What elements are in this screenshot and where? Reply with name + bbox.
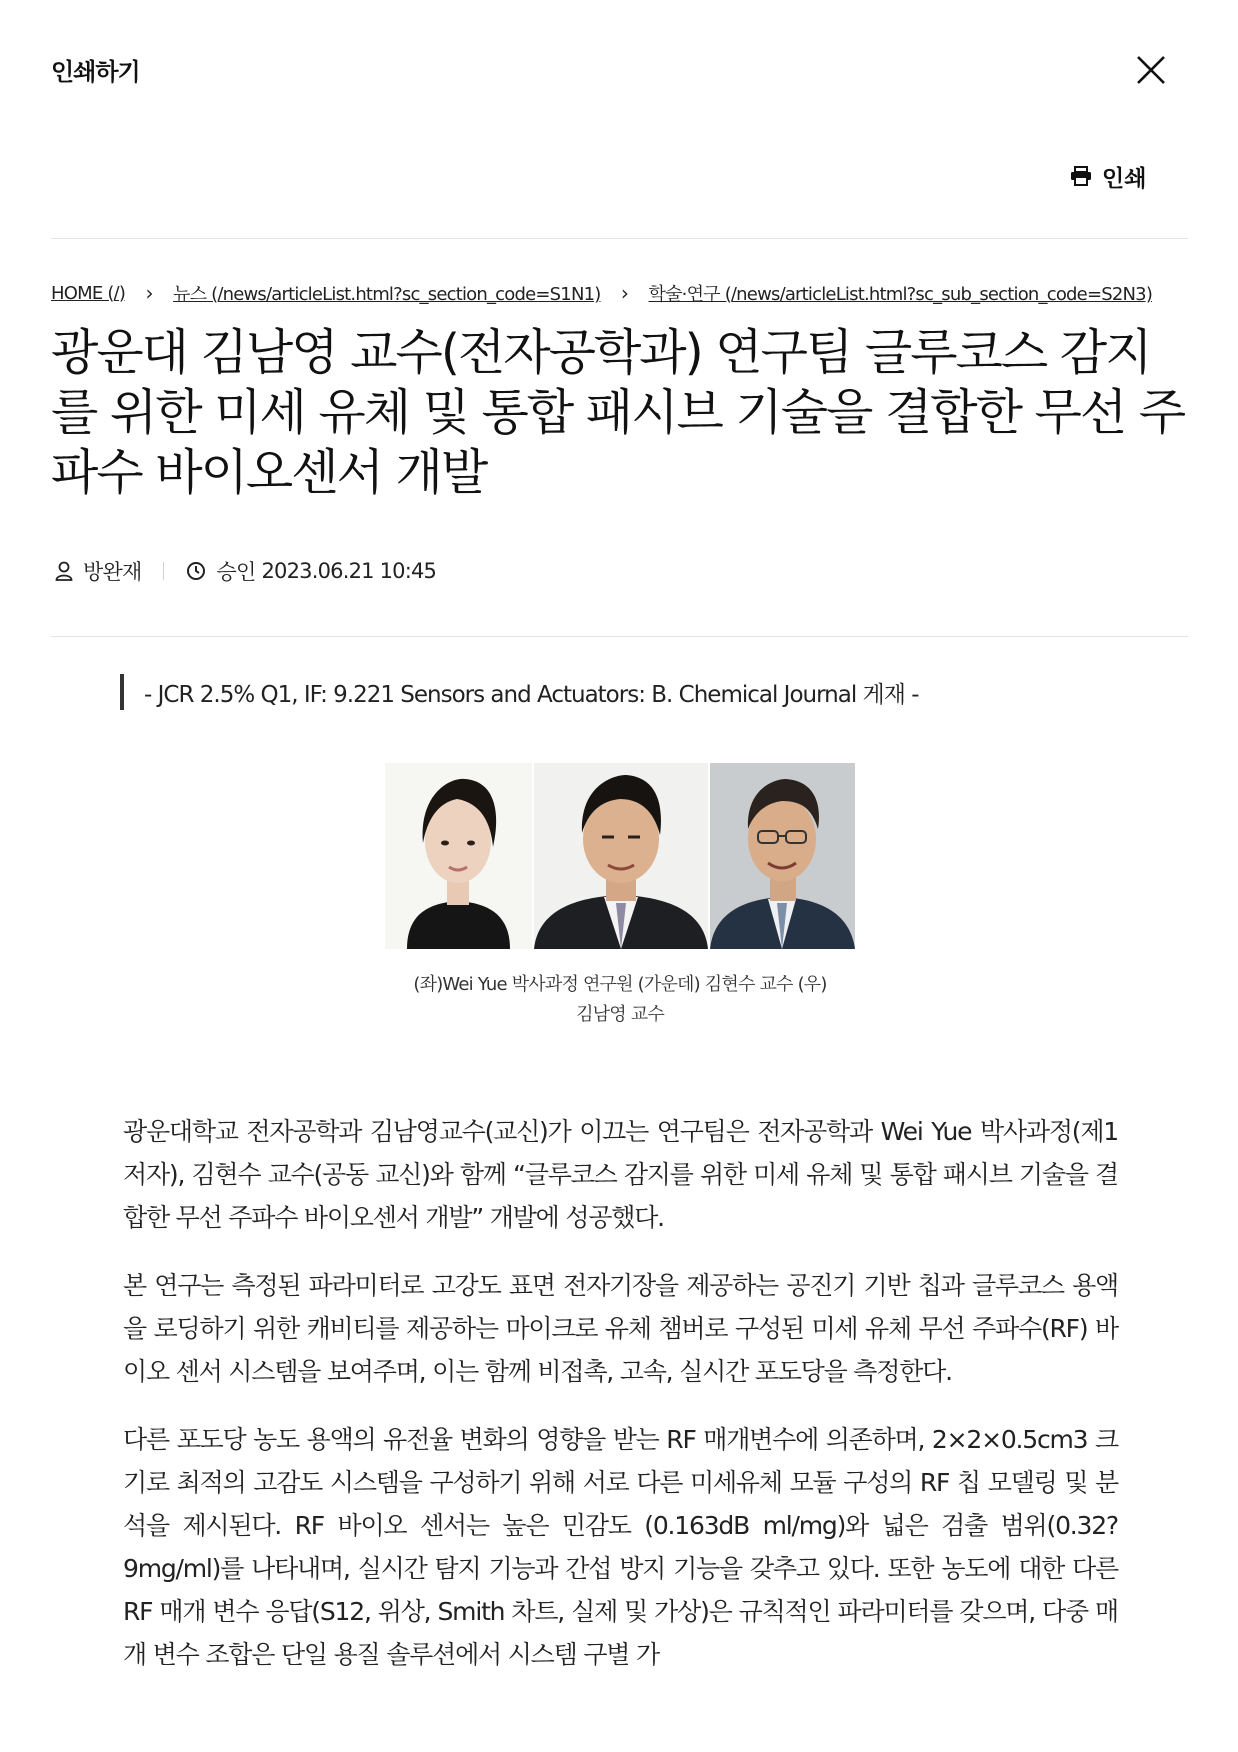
caption-line-1: (좌)Wei Yue 박사과정 연구원 (가운데) 김현수 교수 (우) [413, 974, 827, 995]
portrait-left [385, 763, 532, 949]
breadcrumb [51, 280, 1188, 306]
article-photo [385, 763, 855, 949]
photo-caption [360, 970, 880, 1030]
caption-line-2: 김남영 교수 [576, 1004, 664, 1025]
portrait-center [534, 763, 708, 949]
close-icon [1131, 50, 1171, 90]
print-header [51, 48, 1188, 88]
article-headline: 광운대 김남영 교수(전자공학과) 연구팀 글루코스 감지를 위한 미세 유체 및 통합 패시브 기술을 결합한 무선 주파수 바이오센서 개발 [51, 324, 1185, 501]
print-button[interactable] [1070, 158, 1146, 194]
portrait-right [710, 763, 855, 949]
print-dialog-title: 인쇄하기 [51, 58, 140, 86]
article-paragraph: 광운대학교 전자공학과 김남영교수(교신)가 이끄는 연구팀은 전자공학과 Wei Yue 박사과정(제1저자), 김현수 교수(공동 교신)와 함께 “글루코스 감지를 위한 미세 유체 및 통합 패시브 기술을 결합한 무선 주파수 바이오센서 개발” 개발에 성공했다. [123, 1117, 1118, 1232]
printer-icon [1070, 166, 1092, 186]
breadcrumb-news-link[interactable]: 뉴스 (/news/articleList.html?sc_section_code=S1N1) [173, 284, 601, 305]
clock-icon [186, 561, 206, 581]
article-paragraph: 본 연구는 측정된 파라미터로 고강도 표면 전자기장을 제공하는 공진기 기반 칩과 글루코스 용액을 로딩하기 위한 캐비티를 제공하는 마이크로 유체 챔버로 구성된 미세 유체 무선 주파수(RF) 바이오 센서 시스템을 보여주며, 이는 함께 비접촉, 고속, 실시간 포도당을 측정한다. [123, 1271, 1118, 1386]
article-meta [55, 556, 436, 586]
author-info [55, 556, 141, 586]
meta-separator [163, 562, 164, 580]
article-datetime: 2023.06.21 10:45 [261, 559, 437, 583]
author-name: 방완재 [83, 560, 142, 584]
divider [51, 636, 1188, 637]
print-button-label: 인쇄 [1102, 165, 1147, 192]
breadcrumb-home-link[interactable]: HOME (/) [51, 282, 126, 304]
chevron-right-icon: › [145, 281, 153, 305]
approval-info [186, 556, 436, 586]
breadcrumb-research-link[interactable]: 학술·연구 (/news/articleList.html?sc_sub_section_code=S2N3) [648, 284, 1153, 305]
chevron-right-icon: › [620, 281, 629, 305]
article-body [123, 1110, 1118, 1701]
user-icon [55, 561, 73, 581]
approved-label: 승인 [216, 560, 256, 584]
close-button[interactable] [1131, 50, 1171, 90]
article-subtitle: - JCR 2.5% Q1, IF: 9.221 Sensors and Actuators: B. Chemical Journal 게재 - [120, 674, 919, 710]
divider [51, 238, 1188, 239]
article-paragraph: 다른 포도당 농도 용액의 유전율 변화의 영향을 받는 RF 매개변수에 의존하며, 2×2×0.5cm3 크기로 최적의 고감도 시스템을 구성하기 위해 서로 다른 미세유체 모듈 구성의 RF 칩 모델링 및 분석을 제시된다. RF 바이오 센서는 높은 민감도 (0.163dB ml/mg)와 넓은 검출 범위(0.32?9mg/ml)를 나타내며, 실시간 탐지 기능과 간섭 방지 기능을 갖추고 있다. 또한 농도에 대한 다른 RF 매개 변수 응답(S12, 위상, Smith 차트, 실제 및 가상)은 규칙적인 파라미터를 갖으며, 다중 매개 변수 조합은 단일 용질 솔루션에서 시스템 구별 가 [123, 1425, 1118, 1669]
